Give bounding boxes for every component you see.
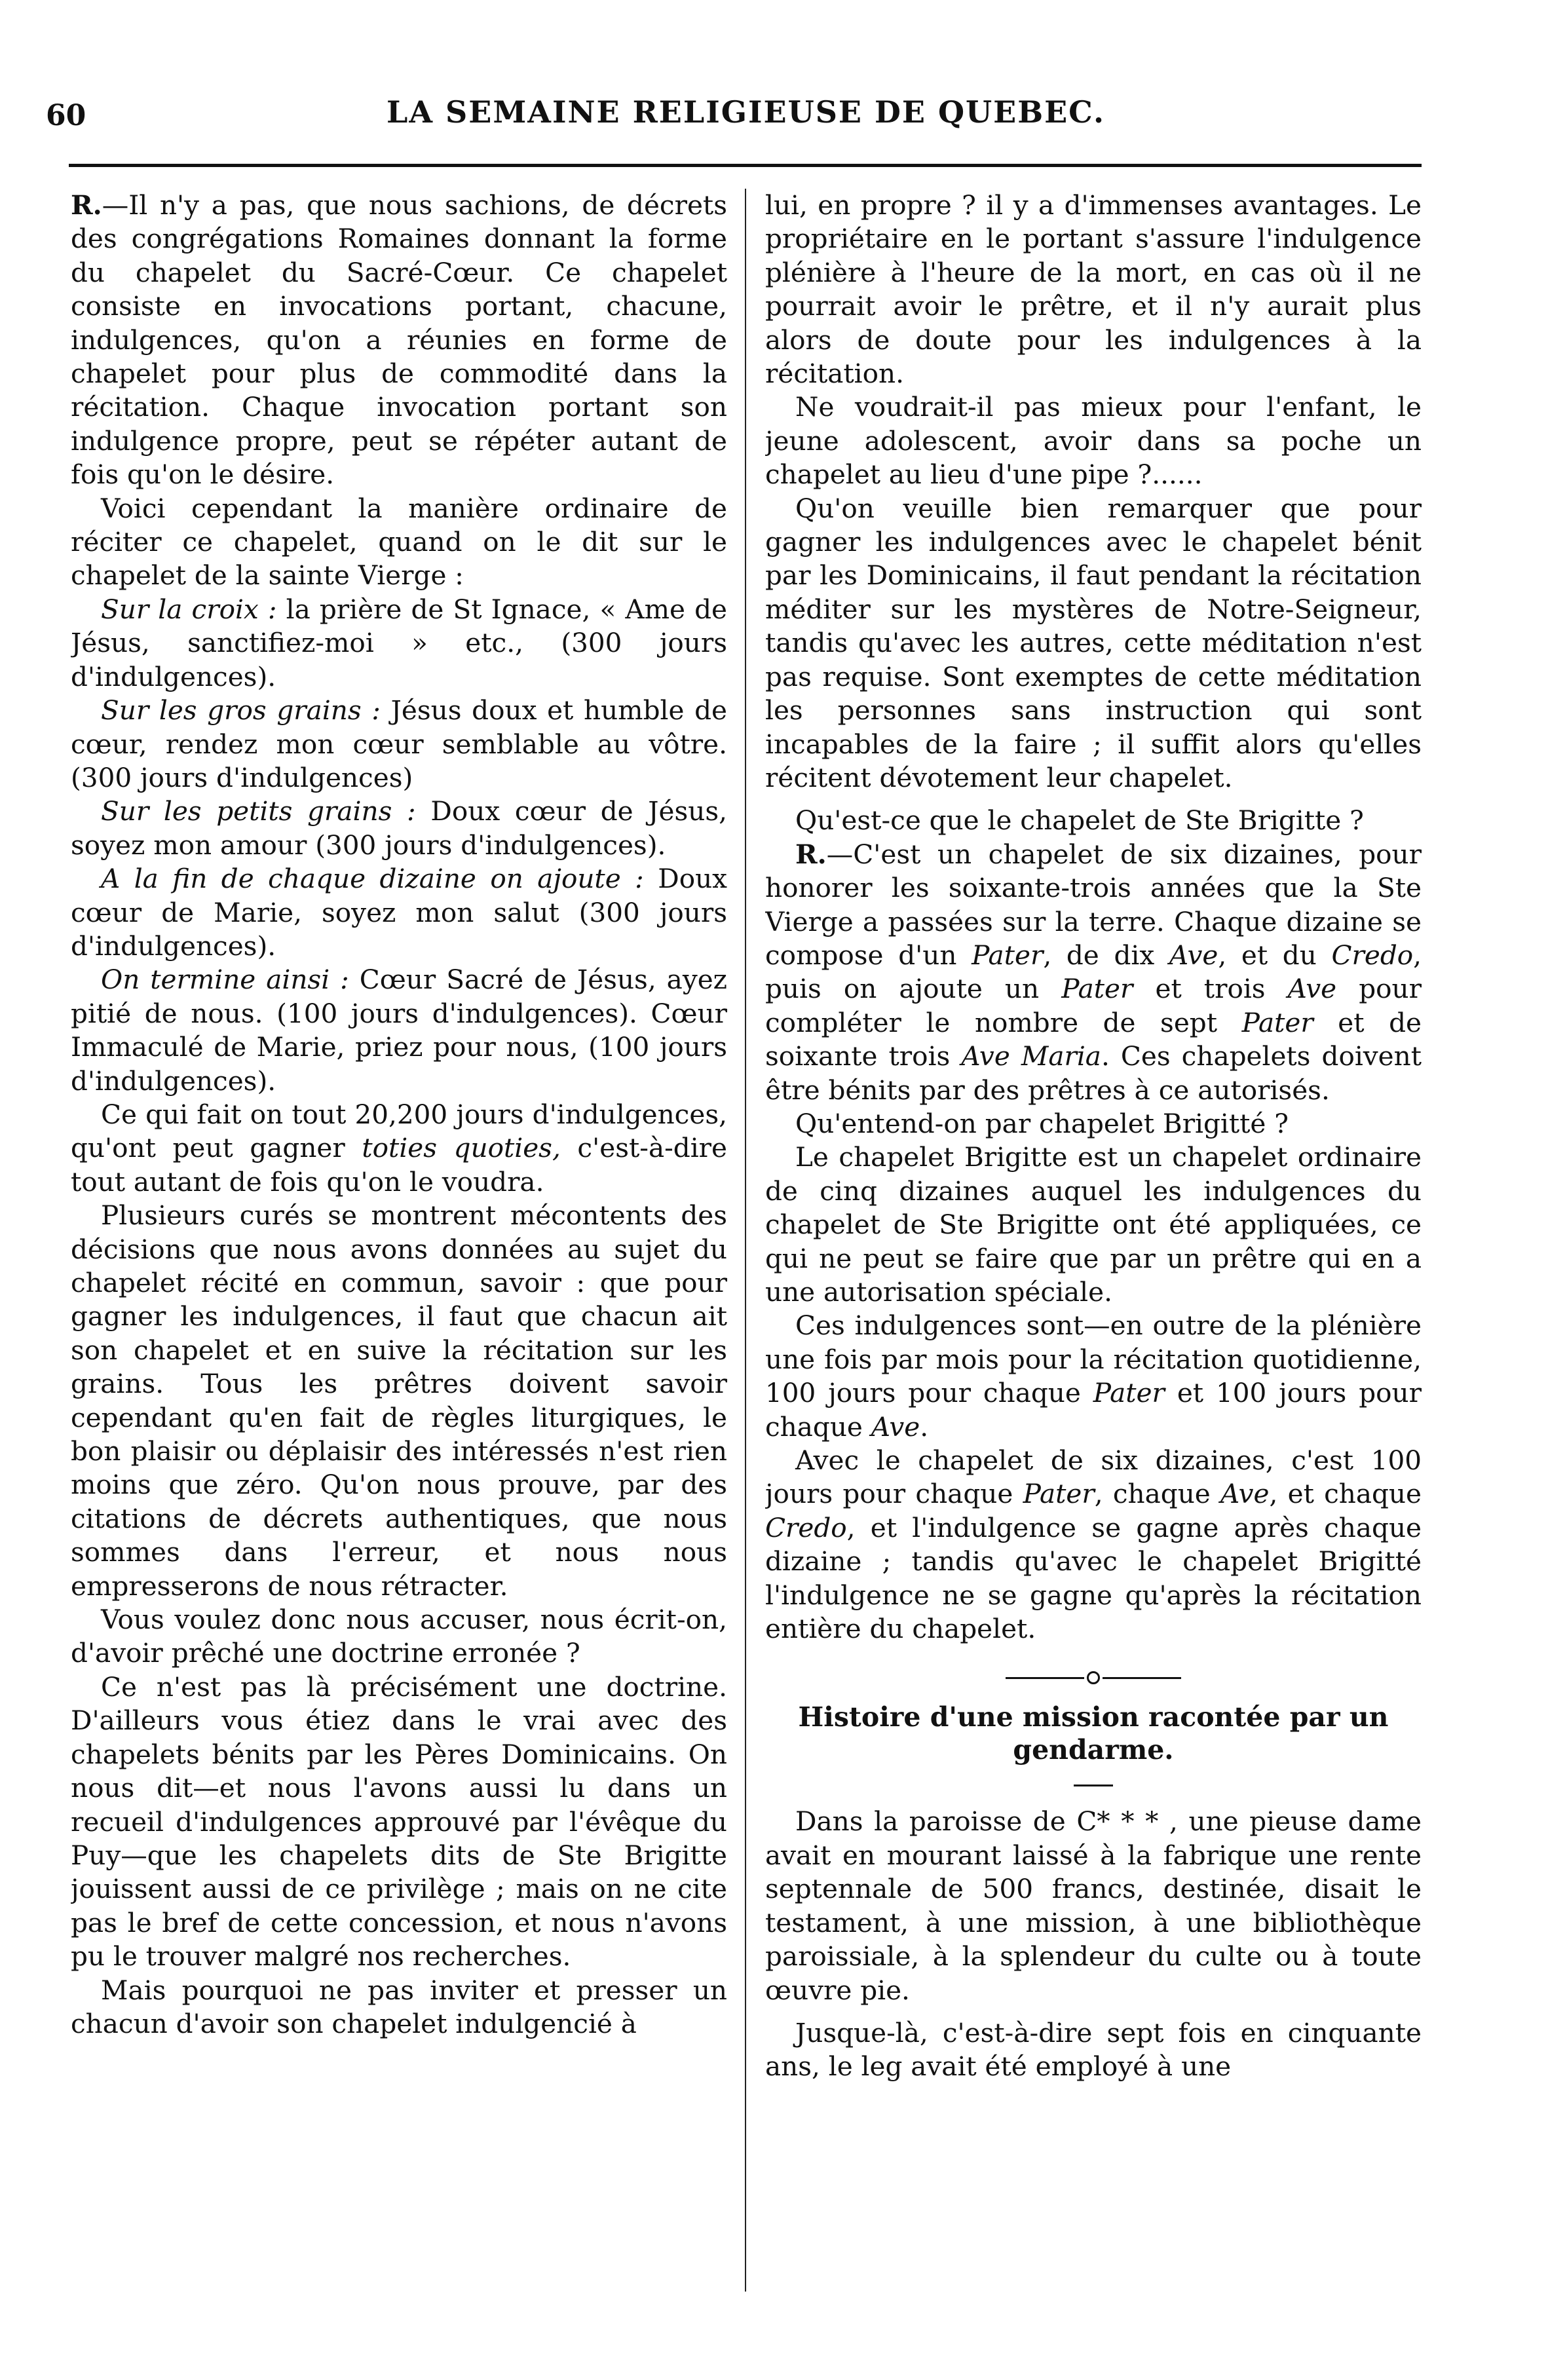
paragraph: Dans la paroisse de C* * * , une pieuse dame avait en mourant laissé à la fabrique une rente septennale de 500 francs, destinée, disait le testament, à une mission, à une bibliothèque paroissiale, à la splendeur du culte ou à toute œuvre pie. [765,1805,1422,2006]
italic-word: Credo [765,1511,847,1543]
paragraph-text: , et l'indulgence se gagne après chaque dizaine ; tandis qu'avec le chapelet Brigitté l'indulgence ne se gagne qu'après la récitation entière du chapelet. [765,1511,1422,1645]
paragraph: Le chapelet Brigitte est un chapelet ordinaire de cinq dizaines auquel les indulgences du chapelet de Ste Brigitte ont été appliquées, ce qui ne peut se faire que par un prêtre qui en a une autorisation spéciale. [765,1141,1422,1308]
paragraph-text: Avec le chapelet de six dizaines, c'est 100 jours pour chaque [765,1445,1422,1510]
italic-word: Pater [972,939,1044,971]
italic-label: On termine ainsi : [101,964,349,996]
italic-word: Credo [1331,939,1414,971]
column-divider [745,189,746,2292]
paragraph: Mais pourquoi ne pas inviter et presser un chacun d'avoir son chapelet indulgencié à [71,1974,727,2039]
italic-label: A la fin de chaque dizaine on ajoute : [101,863,644,895]
paragraph-text: , et chaque [1269,1478,1422,1510]
paragraph: Qu'on veuille bien remarquer que pour gagner les indulgences avec le chapelet bénit par les Dominicains, il faut pendant la récitation méditer sur les mystères de Notre-Seigneur, tandis qu'avec les autres, cette méditation n'est pas requise. Sont exemptes de cette méditation les personnes sans instruction qui sont incapables de la faire ; il suffit alors qu'elles récitent dévotement leur chapelet. [765,492,1422,793]
italic-word: Pater [1241,1006,1313,1038]
paragraph [71,963,727,1098]
paragraph: Ne voudrait-il pas mieux pour l'enfant, le jeune adolescent, avoir dans sa poche un chapelet au lieu d'une pipe ?...... [765,391,1422,491]
section-separator [765,1663,1422,1689]
italic-label: Sur les gros grains : [101,694,381,727]
paragraph-text: pour compléter le nombre de sept [765,973,1422,1038]
paragraph-text: et de soixante trois [765,1006,1422,1072]
paragraph-text: , chaque [1094,1478,1221,1510]
paragraph-text: Doux cœur de Jésus, soyez mon amour (300 jours d'indulgences). [71,795,727,861]
paragraph [71,1098,727,1199]
paragraph-text: Cœur Sacré de Jésus, ayez pitié de nous. (100 jours d'indulgences). Cœur Immaculé de Marie, priez pour nous, (100 jours d'indulgences). [71,964,727,1097]
paragraph [71,694,727,795]
italic-phrase: toties quoties, [362,1132,561,1164]
paragraph-text: . Ces chapelets doivent être bénits par des prêtres à ce autorisés. [765,1040,1422,1106]
paragraph [765,1444,1422,1646]
paragraph: Vous voulez donc nous accuser, nous écrit-on, d'avoir prêché une doctrine erronée ? [71,1604,727,1669]
paragraph [765,838,1422,1107]
paragraph-text: —Il n'y a pas, que nous sachions, de décrets des congrégations Romaines donnant la forme du chapelet du Sacré-Cœur. Ce chapelet consiste en invocations portant, chacune, indulgences, qu'on a réunies en forme de chapelet pour plus de commodité dans la récitation. Chaque invocation portant son indulgence propre, peut se répéter autant de fois qu'on le désire. [71,189,727,491]
question: Qu'entend-on par chapelet Brigitté ? [795,1107,1289,1139]
paragraph-text: . [920,1410,929,1443]
italic-label: Sur la croix : [101,593,277,625]
paragraph-text: —C'est un chapelet de six dizaines, pour honorer les soixante-trois années que la Ste Vierge a passées sur la terre. Chaque dizaine se compose d'un [765,838,1422,971]
header-rule [69,164,1422,167]
paragraph-text: , et du [1218,939,1332,971]
paragraph-text: Ce qui fait on tout 20,200 jours d'indulgences, qu'ont peut gagner [71,1098,727,1164]
paragraph-text: , de dix [1043,939,1169,971]
paragraph [71,795,727,862]
paragraph: Voici cependant la manière ordinaire de réciter ce chapelet, quand on le dit sur le chapelet de la sainte Vierge : [71,492,727,592]
paragraph [71,862,727,963]
article-title: Histoire d'une mission racontée par un gendarme. [798,1701,1389,1766]
italic-label: Sur les petits grains : [101,795,416,827]
title-rule [1074,1785,1113,1786]
paragraph-text: et 100 jours pour chaque [765,1377,1422,1443]
paragraph [765,1309,1422,1444]
paragraph-text: Ces indulgences sont—en outre de la plénière une fois par mois pour la récitation quotidienne, 100 jours pour chaque [765,1310,1422,1409]
paragraph-text: Jésus doux et humble de cœur, rendez mon cœur semblable au vôtre. (300 jours d'indulgences) [71,694,727,793]
italic-word: Pater [1023,1478,1095,1510]
paragraph-text: , puis on ajoute un [765,939,1422,1005]
page-number: 60 [46,99,86,132]
answer-marker: R. [71,189,102,221]
paragraph: lui, en propre ? il y a d'immenses avantages. Le propriétaire en le portant s'assure l'indulgence plénière à l'heure de la mort, en cas où il ne pourrait avoir le prêtre, et il n'y aurait plus alors de doute pour les indulgences à la récitation. [765,189,1422,390]
paragraph-text: la prière de St Ignace, « Ame de Jésus, sanctifiez-moi » etc., (300 jours d'indulgences). [71,593,727,692]
answer-marker: R. [795,838,827,870]
italic-word: Pater [1061,973,1133,1005]
italic-word: Ave [871,1410,920,1443]
paragraph-text: Doux cœur de Marie, soyez mon salut (300 jours d'indulgences). [71,863,727,962]
italic-word: Ave [1287,973,1337,1005]
italic-word: Ave [1169,939,1218,971]
paragraph [71,189,727,492]
italic-word: Ave [1220,1478,1270,1510]
italic-word: Ave Maria [961,1040,1101,1072]
right-column [765,189,1422,2344]
question: Qu'est-ce que le chapelet de Ste Brigitte ? [795,804,1364,837]
paragraph-text: et trois [1133,973,1288,1005]
running-title: LA SEMAINE RELIGIEUSE DE QUEBEC. [387,94,1105,130]
paragraph: Plusieurs curés se montrent mécontents des décisions que nous avons données au sujet du chapelet récité en commun, savoir : que pour gagner les indulgences, il faut que chacun ait son chapelet et en suive la récitation sur les grains. Tous les prêtres doivent savoir cependant qu'en fait de règles liturgiques, le bon plaisir ou déplaisir des intéressés n'est rien moins que zéro. Qu'on nous prouve, par des citations de décrets authentiques, que nous sommes dans l'erreur, et nous nous empresserons de nous rétracter. [71,1199,727,1602]
paragraph [71,593,727,694]
left-column [71,189,727,2344]
paragraph-text: c'est-à-dire tout autant de fois qu'on le voudra. [71,1132,727,1198]
paragraph: Jusque-là, c'est-à-dire sept fois en cinquante ans, le leg avait été employé à une [765,2016,1422,2083]
paragraph: Ce n'est pas là précisément une doctrine. D'ailleurs vous étiez dans le vrai avec des chapelets bénits par les Pères Dominicains. On nous dit—et nous l'avons aussi lu dans un recueil d'indulgences approuvé par l'évêque du Puy—que les chapelets dits de Ste Brigitte jouissent aussi de ce privilège ; mais on ne cite pas le bref de cette concession, et nous n'avons pu le trouver malgré nos recherches. [71,1671,727,1973]
italic-word: Pater [1093,1377,1165,1409]
